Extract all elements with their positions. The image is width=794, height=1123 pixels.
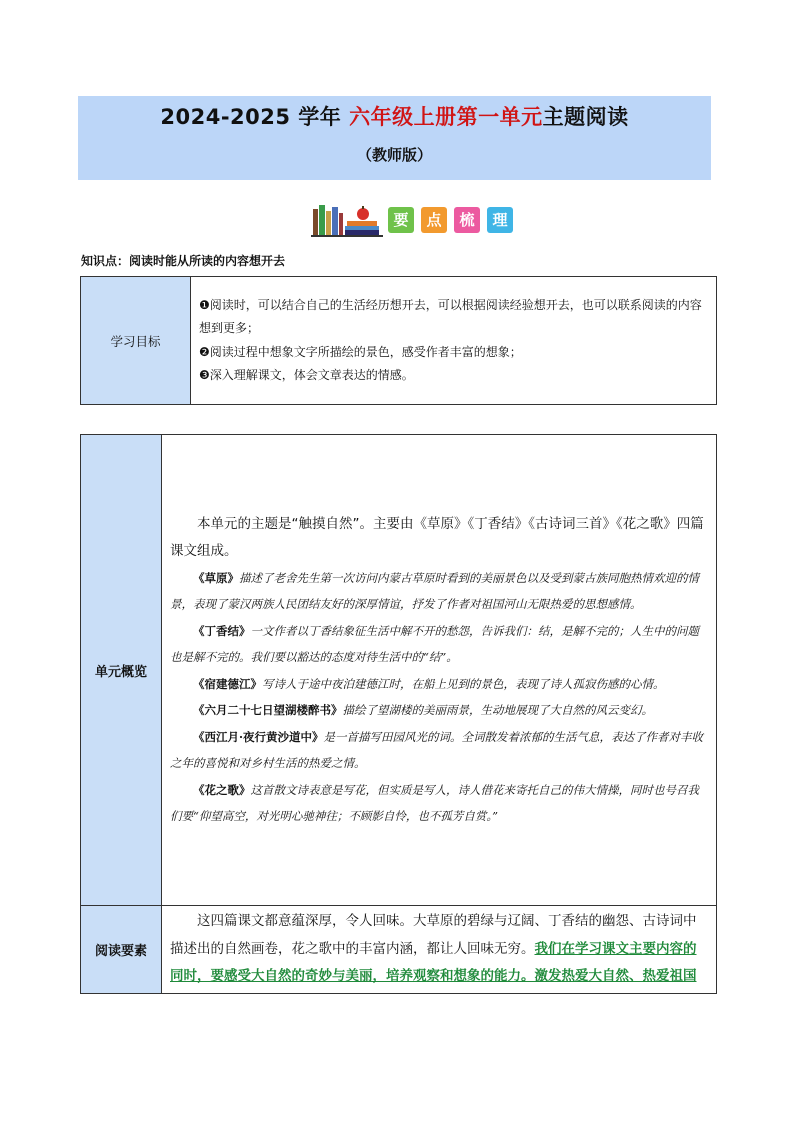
reading-label: 阅读要素 [81,906,162,994]
reading-text [170,908,708,991]
lesson-text: 写诗人于途中夜泊建德江时，在船上见到的景色，表现了诗人孤寂伤感的心情。 [262,676,665,691]
section-banner [311,199,521,239]
banner-tile-1: 要 [388,207,414,233]
lesson-title: 《花之歌》 [193,782,251,797]
lesson-text: 是一首描写田园风光的词。全词散发着浓郁的生活气息，表达了作者对丰收之年的喜悦和对乡村生活的热爱之情。 [170,729,704,770]
title-unit: 六年级上册第一单元 [349,105,543,129]
lesson-summary [170,565,708,618]
lesson-title: 《草原》 [193,570,239,585]
lesson-title: 《西江月·夜行黄沙道中》 [193,729,324,744]
overview-label: 单元概览 [81,435,162,906]
lesson-title: 《宿建德江》 [193,676,262,691]
overview-intro: 本单元的主题是“触摸自然”。主要由《草原》《丁香结》《古诗词三首》《花之歌》四篇课文组成。 [170,515,704,559]
lesson-summary [170,724,708,777]
edition-label: （教师版） [356,146,432,164]
reading-highlight: 我们在学习课文主要内容的同时，要感受大自然的奇妙与美丽，培养观察和想象的能力。激发热爱大自然、热爱祖国 [170,940,697,984]
goals-label: 学习目标 [81,277,191,405]
books-icon [311,199,383,239]
goals-content [191,277,717,405]
lesson-text: 描绘了望湖楼的美丽雨景，生动地展现了大自然的风云变幻。 [342,703,653,717]
knowledge-point: 知识点：阅读时能从所读的内容想开去 [81,254,286,268]
banner-tile-2: 点 [421,207,447,233]
overview-content [162,435,717,906]
lesson-summary [170,671,708,698]
goal-item: ❶阅读时，可以结合自己的生活经历想开去，可以根据阅读经验想开去，也可以联系阅读的内容想到更多； [199,297,702,335]
lesson-title: 《六月二十七日望湖楼醉书》 [193,703,343,717]
lesson-summary [170,777,708,830]
title-theme: 主题阅读 [542,105,629,129]
lesson-text: 这首散文诗表意是写花，但实质是写人，诗人借花来寄托自己的伟大情操，同时也号召我们要“仰望高空，对光明心驰神往；不顾影自怜，也不孤芳自赏。” [170,782,699,823]
document-title [78,101,711,131]
lesson-text: 描述了老舍先生第一次访问内蒙古草原时看到的美丽景色以及受到蒙古族同胞热情欢迎的情景，表现了蒙汉两族人民团结友好的深厚情谊，抒发了作者对祖国河山无限热爱的思想感情。 [170,570,699,611]
lesson-summary [170,697,708,724]
lesson-text: 一文作者以丁香结象征生活中解不开的愁怨，告诉我们：结，是解不完的；人生中的问题也是解不完的。我们要以豁达的态度对待生活中的“结”。 [170,623,699,664]
goal-item: ❸深入理解课文，体会文章表达的情感。 [199,368,414,382]
lesson-title: 《丁香结》 [193,623,251,638]
goal-item: ❷阅读过程中想象文字所描绘的景色，感受作者丰富的想象； [199,344,522,359]
title-year: 2024-2025 学年 [160,105,342,129]
lesson-summary [170,618,708,671]
banner-tile-3: 梳 [454,207,480,233]
learning-goals-table [80,276,717,405]
reading-content [162,906,717,994]
banner-tile-4: 理 [487,207,513,233]
reading-plain: 这四篇课文都意蕴深厚，令人回味。大草原的碧绿与辽阔、丁香结的幽怨、古诗词中描述出的自然画卷，花之歌中的丰富内涵，都让人回味无穷。 [170,913,697,957]
unit-table [80,434,717,994]
title-box [78,96,711,180]
